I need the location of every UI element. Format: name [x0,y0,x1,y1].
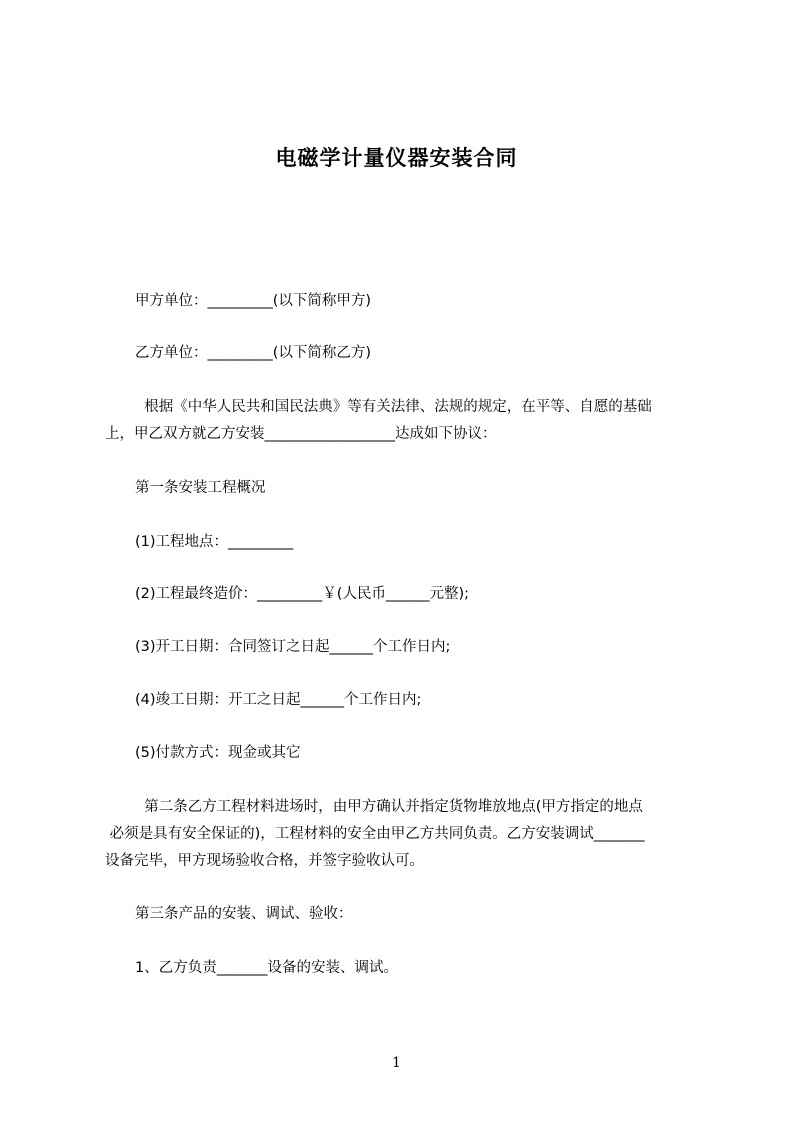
article-2-line-2: 必须是具有安全保证的)，工程材料的安全由甲乙方共同负责。乙方安装调试_______ [105,826,645,842]
article-1-item-1: (1)工程地点：_________ [135,534,294,550]
document-title: 电磁学计量仪器安装合同 [275,146,518,170]
article-1-item-5: (5)付款方式：现金或其它 [135,745,301,761]
article-1-item-3: (3)开工日期：合同签订之日起______个工作日内; [135,639,451,655]
party-a-line: 甲方单位：_________(以下简称甲方) [135,293,372,309]
article-2-line-3: 设备完毕，甲方现场验收合格，并签字验收认可。 [105,853,424,869]
article-3-heading: 第三条产品的安装、调试、验收： [135,906,353,922]
article-1-heading: 第一条安装工程概况 [135,480,266,496]
page-number: 1 [392,1055,401,1071]
preamble-line-2: 上，甲乙双方就乙方安装__________________达成如下协议： [105,426,497,442]
article-1-item-4: (4)竣工日期：开工之日起______个工作日内; [135,692,422,708]
party-b-line: 乙方单位：_________(以下简称乙方) [135,345,372,361]
article-1-item-2: (2)工程最终造价：_________￥(人民币______元整); [135,586,469,602]
article-2-line-1: 第二条乙方工程材料进场时，由甲方确认并指定货物堆放地点(甲方指定的地点 [135,799,643,815]
preamble-line-1: 根据《中华人民共和国民法典》等有关法律、法规的规定，在平等、自愿的基础 [135,399,652,415]
article-3-item-1: 1、乙方负责_______设备的安装、调试。 [135,960,398,976]
